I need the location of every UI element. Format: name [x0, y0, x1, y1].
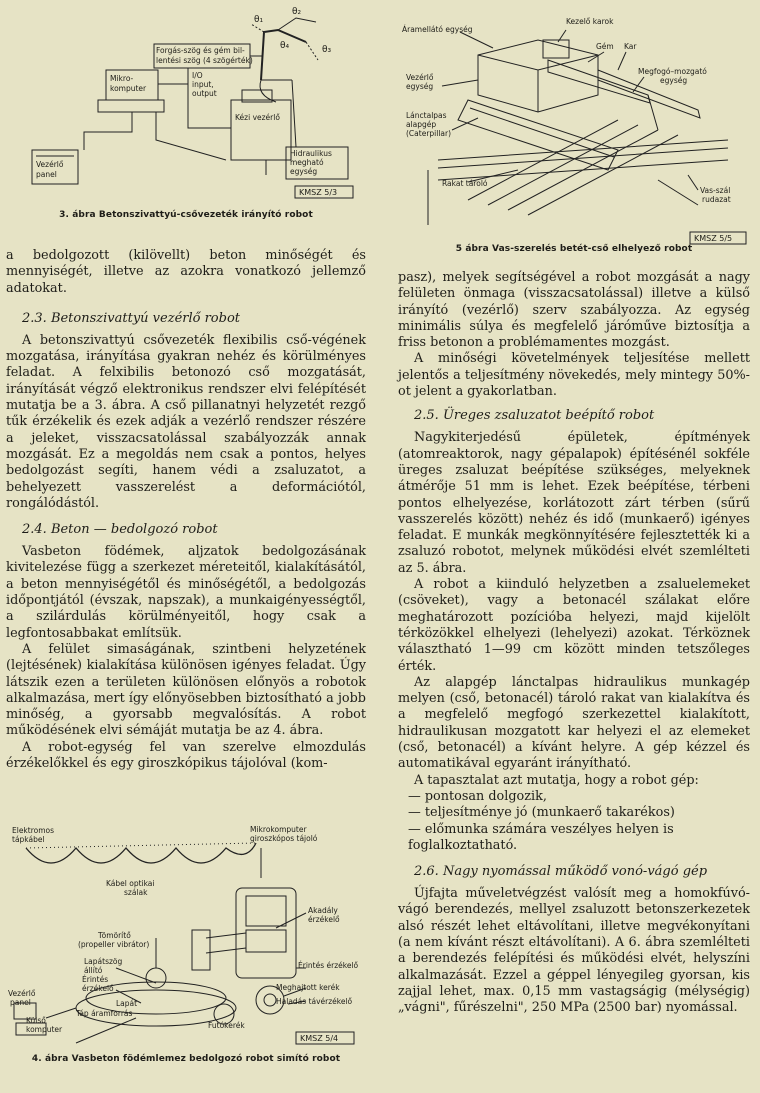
fig5-megfogo-2: egység [660, 76, 688, 85]
fig3-theta1: θ₁ [254, 15, 264, 25]
robot-benefit-list [398, 789, 750, 854]
fig4-code: KMSZ 5/4 [300, 1034, 339, 1043]
fig5-vezerlo-1: Vezérlő [406, 73, 434, 82]
paragraph-2-5-d: A tapasztalat azt mutatja, hogy a robot gép: [414, 772, 699, 788]
fig3-theta3: θ₃ [322, 45, 332, 55]
fig4-tap: Táp áramforrás [76, 1009, 133, 1018]
fig4-kabel-1: Kábel optikai [106, 879, 155, 888]
paragraph-2-3: A betonszivattyú csővezeték flexibilis cső-végének mozgatása, irányítása gyakran nehéz és körülményes feladat. A felxibilis betonozó cső mozgatását, irányítását végző elektronikus rendszer elvi felépítését mutatja be a 3. ábra. A cső pillanatnyi helyzetét rezgő tűk érzékelik és ezek adják a vezérlő rendszer részére a jeleket, visszacsatolással szabályozzák annak mozgását. Ez a megoldás nem csak a pontos, helyes bedolgozást segíti, hanem védi a zsaluzatot, a behelyezett vasszerelést a deformációtól, rongálódástól. [6, 332, 366, 511]
fig5-vezerlo-2: egység [406, 82, 434, 91]
left-column [6, 0, 366, 1064]
list-item: — pontosan dolgozik, [408, 788, 547, 804]
fig5-kar: Kar [624, 42, 637, 51]
paragraph-2-4-c: A robot-egység fel van szerelve elmozdulás érzékelőkkel és egy giroszkópikus tájolóval (kom- [6, 739, 366, 772]
figure-5-labels [402, 17, 732, 243]
fig4-vezerlo-1: Vezérlő [8, 989, 36, 998]
heading-2-4: 2.4. Beton — bedolgozó robot [22, 522, 218, 538]
paragraph-2-6: Újfajta műveletvégzést valósít meg a homokfúvó-vágó berendezés, mellyel zsaluzott betonszerkezetek alsó részét lehet eltávolítani, illetve megvékonyítani (a nem kívánt részt eltávolítani). A 6. ábra szemlélteti a berendezés felépítési és működési elvét, helyszíni alkalmazását. Ezzel a géppel lényegileg gyorsan, kis zajjal lehet, max. 0,15 mm vastagságig (mélységig) „vágni", fűrészelni", 250 MPa (2500 bar) nyomással. [398, 886, 750, 1016]
heading-2-6: 2.6. Nagy nyomással működő vonó-vágó gép [414, 864, 708, 880]
fig3-mikro-label-2: komputer [110, 84, 147, 93]
fig3-hidr-label-3: egység [290, 167, 318, 176]
fig4-erintes-right: Érintés érzékelő [298, 961, 359, 970]
fig5-lanctalpas-1: Lánctalpas [406, 111, 447, 120]
fig5-vasszal-1: Vas-szál [700, 186, 731, 195]
fig4-mikro-1: Mikrokomputer [250, 825, 307, 834]
fig4-mikro-2: giroszkópos tájoló [250, 834, 318, 843]
fig4-erintes-left-1: Érintés [82, 975, 109, 984]
fig4-meghajtott: Meghajtott kerék [276, 983, 340, 992]
figure-4-caption: 4. ábra Vasbeton födémlemez bedolgozó robot simító robot [31, 1054, 341, 1064]
figure-4-diagram [6, 818, 366, 1048]
fig4-vezerlo-2: panel [10, 998, 31, 1007]
fig4-kulso-2: komputer [26, 1025, 63, 1034]
fig4-kabel-2: szálak [124, 888, 148, 897]
fig3-code: KMSZ 5/3 [299, 188, 338, 197]
fig4-erintes-left-2: érzékelő [82, 984, 114, 993]
fig5-code: KMSZ 5/5 [694, 234, 733, 243]
figure-5 [398, 0, 750, 262]
fig3-kezi-label: Kézi vezérlő [235, 113, 280, 122]
fig5-lanctalpas-3: (Caterpillar) [406, 129, 452, 138]
fig4-haladas: Haladás távérzékelő [276, 997, 353, 1006]
fig4-lapatszog-2: állító [84, 966, 103, 975]
right-continuation-paragraph: pasz), melyek segítségével a robot mozgását a nagy felületen önmaga (visszacsatolással) illetve a külső irányító (vezérlő) szerv szabályozza. Az egység minimális súlya és megfelelő járóműve biztosítja a friss betonon a problémamentes mozgást. [398, 270, 750, 351]
fig5-megfogo-1: Megfogó–mozgató [638, 67, 707, 76]
figure-3-diagram [6, 0, 366, 206]
fig3-mikro-label-1: Mikro- [110, 74, 134, 83]
list-item: — előmunka számára veszélyes helyen is foglalkoztatható. [408, 821, 674, 853]
fig3-io-label-1: I/O [192, 71, 203, 80]
fig5-rakat: Rakat tároló [442, 179, 488, 188]
fig3-forgas-label-2: lentési szög (4 szögérték) [156, 56, 253, 65]
fig4-lapat: Lapát [116, 999, 138, 1008]
fig4-akadaly-2: érzékelő [308, 915, 340, 924]
fig4-tomorito-1: Tömörítő [98, 931, 131, 940]
fig4-kulso-1: Külső [26, 1016, 46, 1025]
fig5-lanctalpas-2: alapgép [406, 120, 437, 129]
heading-2-3: 2.3. Betonszivattyú vezérlő robot [22, 310, 241, 326]
figure-4-labels [8, 825, 359, 1043]
fig3-forgas-label-1: Forgás-szög és gém bil- [156, 46, 245, 55]
fig4-elektromos-1: Elektromos [12, 826, 55, 835]
paragraph-2-4-a: Vasbeton födémek, aljzatok bedolgozásának kivitelezése függ a szerkezet méreteitől, kialakításától, a beton mennyiségétől és minőségétől, a bedolgozás időpontjától (évszak, napszak), a munkaigényességtől, a szilárdulás körülményeitől, hogy csak a legfontosabbakat említsük. [6, 544, 366, 641]
list-item: — teljesítménye jó (munkaerő takarékos) [408, 805, 675, 821]
fig3-io-label-3: output [192, 89, 217, 98]
fig4-elektromos-2: tápkábel [12, 835, 45, 844]
paragraph-2-5-a: Nagykiterjedésű épületek, építmények (atomreaktorok, nagy gépalapok) építésénél sokféle üreges zsaluzat beépítése szükséges, melyeknek átmérője 51 mm is lehet. Ezek beépítése, térbeni pontos elhelyezése, korlátozott zárt térben (sűrű vasszerelés között) nehéz és idő (munkaerő) igényes feladat. E munkák megkönnyítésére fejlesztették ki a zsaluzó robotot, melynek működési elvét szemlélteti az 5. ábra. [398, 430, 750, 576]
fig4-lapatszog-1: Lapátszög [84, 957, 123, 966]
fig3-vezerlo-label-2: panel [36, 170, 57, 179]
paragraph-2-5-b: A robot a kiinduló helyzetben a zsaluelemeket (csöveket), vagy a betonacél szálakat előre meghatározott pozícióba helyezi, majd kijelölt térközökkel elhelyezi (lehelyezi) azokat. Térköznek választható 1—99 cm között minden tetszőleges érték. [398, 577, 750, 674]
right-column [398, 0, 750, 1016]
fig5-aramellato: Áramellátó egység [402, 25, 473, 34]
paragraph-2-4-b: A felület simaságának, szintbeni helyzetének (lejtésének) kialakítása különösen igényes feladat. Úgy látszik ezen a területen különösen előnyös a robotok alkalmazása, mert így előnyösebben biztosítható a jobb minőség, a gyorsabb megvalósítás. A robot működésének elvi sémáját mutatja be az 4. ábra. [6, 641, 366, 739]
fig4-akadaly-1: Akadály [308, 906, 338, 915]
fig3-io-label-2: input, [192, 80, 214, 89]
fig4-tomorito-2: (propeller vibrátor) [78, 940, 150, 949]
paragraph-2-5-c: Az alapgép lánctalpas hidraulikus munkagép melyen (cső, betonacél) tároló rakat van kialakítva és a megfelelő megfogó szerkezettel kialakított, hidraulikusan mozgatott kar helyezi el az elemeket (cső, betonacél) a kívánt helyre. A gép kézzel és automatikával egyaránt irányítható. [398, 674, 750, 772]
fig5-kezelo: Kezelő karok [566, 17, 614, 26]
figure-3 [6, 0, 366, 226]
left-intro-paragraph: a bedolgozott (kilövellt) beton minőségét és mennyiségét, illetve az azokra vonatkozó jellemző adatokat. [6, 248, 366, 296]
fig3-hidr-label-2: megható [290, 158, 324, 167]
figure-5-caption: 5 ábra Vas-szerelés betét-cső elhelyező robot [455, 244, 693, 254]
heading-2-5: 2.5. Üreges zsaluzatot beépítő robot [414, 408, 655, 424]
fig3-vezerlo-label-1: Vezérlő [36, 160, 64, 169]
fig3-theta4: θ₄ [280, 41, 290, 51]
fig5-vasszal-2: rudazat [702, 195, 731, 204]
figure-5-diagram [398, 0, 750, 246]
fig3-theta2: θ₂ [292, 7, 302, 17]
fig5-gem: Gém [596, 42, 614, 51]
figure-4 [6, 818, 366, 1066]
quality-paragraph: A minőségi követelmények teljesítése mellett jelentős a teljesítmény növekedés, mely mintegy 50%-ot jelent a gyakorlatban. [398, 351, 750, 400]
fig3-hidr-label-1: Hidraulikus [290, 149, 332, 158]
figure-3-caption: 3. ábra Betonszivattyú-csővezeték irányító robot [59, 210, 313, 220]
fig4-futokerek: Futókerék [208, 1021, 245, 1030]
